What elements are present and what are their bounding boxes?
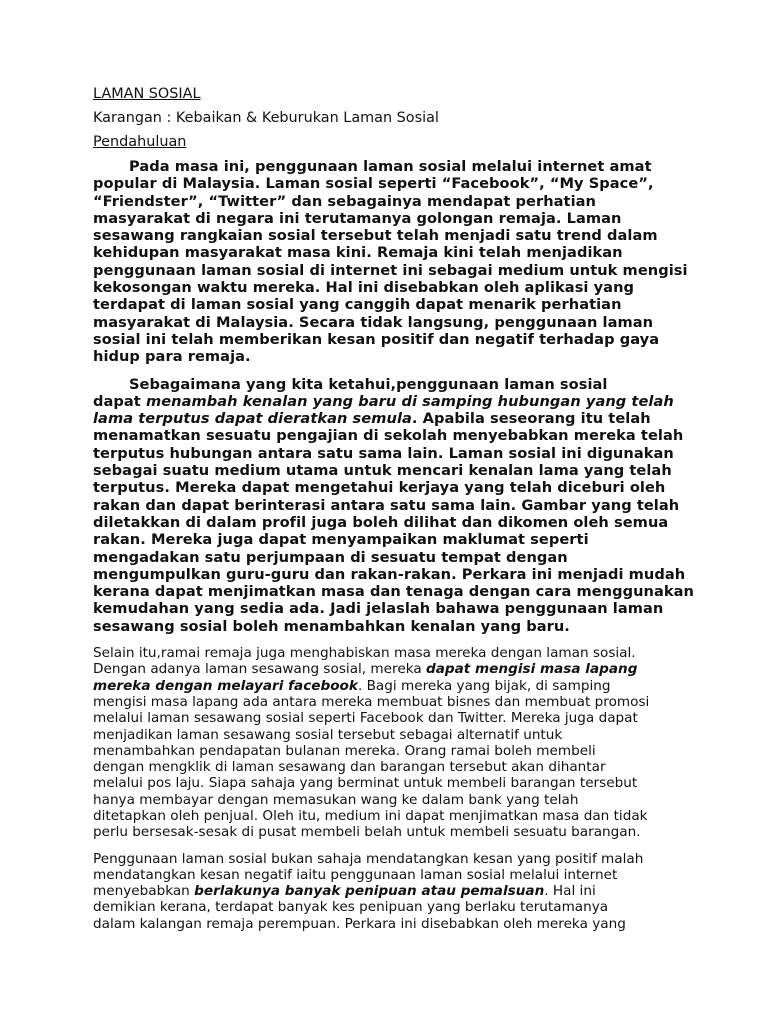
text-segment: rakan dan dapat berinterasi antara satu sama lain. Gambar yang telah: [93, 496, 680, 514]
text-line: [93, 775, 698, 791]
text-segment: . Bagi mereka yang bijak, di samping: [357, 677, 611, 694]
text-segment: mengumpulkan guru-guru dan rakan-rakan. Perkara ini menjadi mudah: [93, 565, 686, 583]
text-segment: dapat: [93, 392, 146, 410]
text-line: [93, 531, 698, 548]
text-line: [93, 514, 698, 531]
text-segment: terputus. Mereka dapat mengetahui kerjaya yang telah diceburi oleh: [93, 479, 666, 497]
text-line: [93, 549, 698, 566]
text-segment: sebagai suatu medium utama untuk mencari kenalan lama yang telah: [93, 462, 672, 480]
text-segment: terdapat di laman sosial yang canggih dapat menarik perhatian: [93, 296, 622, 314]
text-line: [93, 600, 698, 617]
text-segment: menyebabkan: [93, 883, 195, 900]
essay-subtitle: Karangan : Kebaikan & Keburukan Laman Sosial: [93, 110, 439, 126]
text-segment: masyarakat di negara ini terutamanya golongan remaja. Laman: [93, 209, 622, 227]
text-line: [93, 759, 698, 775]
text-segment: demikian kerana, terdapat banyak kes penipuan yang berlaku terutamanya: [93, 899, 609, 916]
text-segment: kerana dapat menjimatkan masa dan tenaga dengan cara menggunakan: [93, 583, 694, 601]
text-line: [93, 175, 698, 192]
text-segment: popular di Malaysia. Laman sosial seperti “Facebook”, “My Space”,: [93, 175, 654, 193]
text-segment: penggunaan laman sosial di internet ini sebagai medium untuk mengisi: [93, 261, 688, 279]
text-segment: kemudahan yang sedia ada. Jadi jelaslah bahawa penggunaan laman: [93, 600, 664, 618]
essay-body: [93, 158, 698, 932]
text-line: [93, 462, 698, 479]
text-segment: mengisi masa lapang ada antara mereka membuat bisnes dan membuat promosi: [93, 693, 650, 710]
text-segment: . Apabila seseorang itu telah: [411, 410, 651, 428]
text-segment: sesawang rangkaian sosial tersebut telah menjadi satu trend dalam: [93, 227, 658, 245]
text-line: [93, 331, 698, 348]
text-line: [93, 497, 698, 514]
text-line: [93, 727, 698, 743]
text-segment: ditetapkan oleh penjual. Oleh itu, medium ini dapat menjimatkan masa dan tidak: [93, 807, 648, 824]
text-line: [93, 279, 698, 296]
text-line: [93, 244, 698, 261]
text-segment: rakan. Mereka juga dapat menyampaikan maklumat seperti: [93, 531, 589, 549]
text-segment: menamatkan sesuatu pengajian di sekolah menyebabkan mereka telah: [93, 427, 684, 445]
text-line: [93, 916, 698, 932]
paragraph-3: [93, 645, 698, 841]
emphasis-text: menambah kenalan yang baru di samping hubungan yang telah: [145, 392, 674, 410]
text-line: [93, 445, 698, 462]
text-line: [93, 393, 698, 410]
emphasis-text: lama terputus dapat dieratkan semula: [93, 410, 412, 428]
text-line: [93, 479, 698, 496]
text-line: [93, 193, 698, 210]
text-segment: hanya membayar dengan memasukan wang ke dalam bank yang telah: [93, 791, 579, 808]
emphasis-text: dapat mengisi masa lapang: [425, 661, 638, 678]
text-line: [93, 867, 698, 883]
text-line: [93, 883, 698, 899]
paragraph-1: [93, 158, 698, 366]
text-segment: Pada masa ini, penggunaan laman sosial melalui internet amat: [129, 158, 652, 175]
text-segment: menambahkan pendapatan bulanan mereka. Orang ramai boleh membeli: [93, 742, 596, 759]
text-line: [93, 262, 698, 279]
text-line: [93, 678, 698, 694]
text-segment: perlu bersesak-sesak di pusat membeli belah untuk membeli sesuatu barangan.: [93, 824, 641, 841]
text-line: [93, 618, 698, 635]
text-segment: kekosongan waktu mereka. Hal ini disebabkan oleh aplikasi yang: [93, 279, 635, 297]
text-segment: Selain itu,ramai remaja juga menghabiskan masa mereka dengan laman sosial.: [93, 645, 636, 662]
paragraph-2: [93, 376, 698, 635]
text-line: [93, 296, 698, 313]
text-line: [93, 210, 698, 227]
text-line: [93, 410, 698, 427]
text-line: [93, 808, 698, 824]
text-line: [93, 566, 698, 583]
text-line: [93, 851, 698, 867]
text-line: [93, 694, 698, 710]
text-segment: kehidupan masyarakat masa kini. Remaja kini telah menjadikan: [93, 244, 623, 262]
text-segment: dengan mengklik di laman sesawang dan barangan tersebut akan dihantar: [93, 759, 606, 776]
text-line: [93, 314, 698, 331]
text-segment: diletakkan di dalam profil juga boleh dilihat dan dikomen oleh semua: [93, 513, 669, 531]
text-segment: melalui pos laju. Siapa sahaja yang berminat untuk membeli barangan tersebut: [93, 775, 638, 792]
emphasis-text: berlakunya banyak penipuan atau pemalsuan: [194, 883, 545, 900]
text-segment: Penggunaan laman sosial bukan sahaja mendatangkan kesan yang positif malah: [93, 850, 644, 867]
text-segment: . Hal ini: [544, 883, 596, 900]
text-segment: sesawang sosial boleh menambahkan kenalan yang baru.: [93, 617, 570, 635]
text-line: [93, 348, 698, 365]
text-segment: Dengan adanya laman sesawang sosial, mereka: [93, 661, 426, 678]
text-line: [93, 427, 698, 444]
text-line: [93, 899, 698, 915]
text-segment: “Friendster”, “Twitter” dan sebagainya mendapat perhatian: [93, 192, 596, 210]
text-line: [93, 710, 698, 726]
text-line: [93, 661, 698, 677]
emphasis-text: [426, 661, 637, 677]
text-line: [93, 743, 698, 759]
emphasis-text: mereka dengan melayari facebook: [93, 677, 358, 694]
text-segment: dalam kalangan remaja perempuan. Perkara ini disebabkan oleh mereka yang: [93, 915, 626, 932]
text-line: [93, 792, 698, 808]
text-segment: melalui laman sesawang sosial seperti Facebook dan Twitter. Mereka juga dapat: [93, 710, 638, 727]
text-segment: sosial ini telah memberikan kesan positif dan negatif terhadap gaya: [93, 330, 660, 348]
emphasis-text: [194, 883, 544, 899]
section-heading: Pendahuluan: [93, 134, 187, 150]
text-segment: terputus hubungan antara satu sama lain. Laman sosial ini digunakan: [93, 444, 674, 462]
text-line: [93, 824, 698, 840]
text-line: [93, 227, 698, 244]
text-line: [93, 645, 698, 661]
document-title: LAMAN SOSIAL: [93, 86, 201, 102]
text-segment: menjadikan laman sesawang sosial tersebut sebagai alternatif untuk: [93, 726, 563, 743]
text-line: [93, 583, 698, 600]
paragraph-4: [93, 851, 698, 932]
text-segment: masyarakat di Malaysia. Secara tidak langsung, penggunaan laman: [93, 313, 654, 331]
text-segment: Sebagaimana yang kita ketahui,penggunaan laman sosial: [129, 375, 608, 393]
text-line: [93, 376, 698, 393]
text-line: [93, 158, 698, 175]
text-segment: hidup para remaja.: [93, 348, 251, 366]
text-segment: mendatangkan kesan negatif iaitu penggunaan laman sosial melalui internet: [93, 866, 618, 883]
emphasis-text: [93, 678, 358, 694]
text-segment: mengadakan satu perjumpaan di sesuatu tempat dengan: [93, 548, 568, 566]
